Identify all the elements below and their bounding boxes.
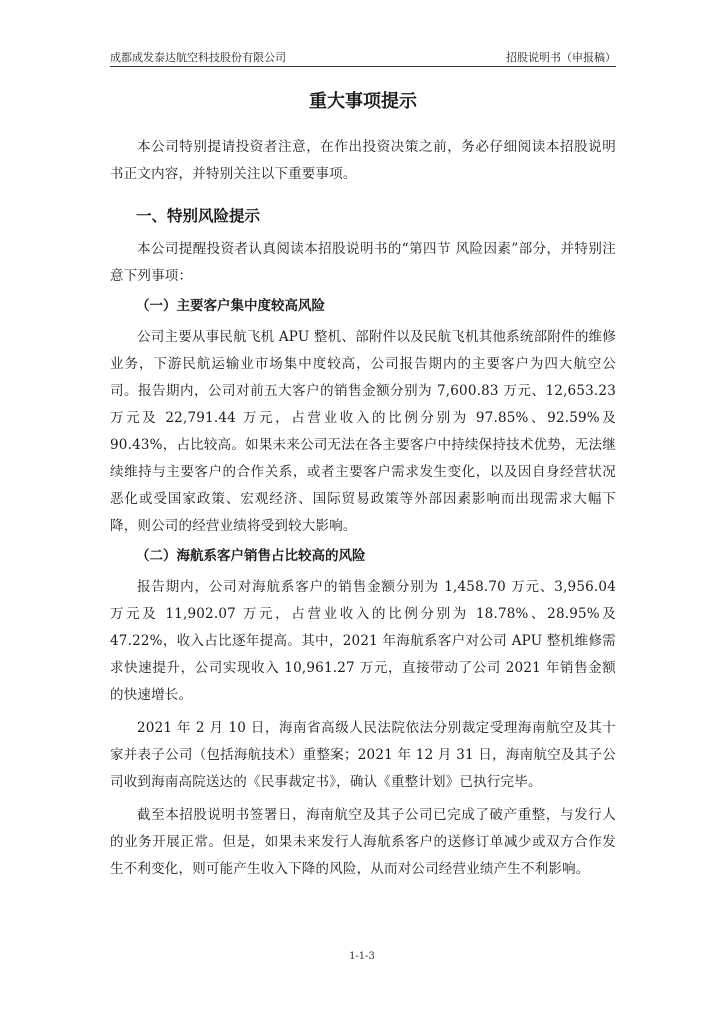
page-number: 1-1-3 [349,951,375,962]
subsection-heading-hna-customers: （二）海航系客户销售占比较高的风险 [136,548,366,564]
header-company-name: 成都成发泰达航空科技股份有限公司 [110,51,286,64]
section-intro-paragraph: 本公司提醒投资者认真阅读本招股说明书的“第四节 风险因素”部分，并特别注意下列事项： [110,241,616,284]
page-title: 重大事项提示 [309,91,417,112]
page-header [110,50,616,67]
header-document-type: 招股说明书（申报稿） [506,51,616,64]
subsection-heading-customer-concentration: （一）主要客户集中度较高风险 [136,298,325,314]
customer-concentration-paragraph: 公司主要从事民航飞机 APU 整机、部附件以及民航飞机其他系统部附件的维修业务，下游民航运输业市场集中度较高，公司报告期内的主要客户为四大航空公司。报告期内，公司对前五大客户的销售金额分别为 7,600.83 万元、12,653.23 万元及 22,791.44 万元，占营业收入的比例分别为 97.85%、92.59%及 90.43%，占比较高。如果未来公司无法在各主要客户中持续保持技术优势，无法继续维持与主要客户的合作关系，或者主要客户需求发生变化，以及因自身经营状况恶化或受国家政策、宏观经济、国际贸易政策等外部因素影响而出现需求大幅下降，则公司的经营业绩将受到较大影响。 [110,329,616,534]
section-heading-special-risk: 一、特别风险提示 [136,207,261,225]
intro-paragraph: 本公司特别提请投资者注意，在作出投资决策之前，务必仔细阅读本招股说明书正文内容，并特别关注以下重要事项。 [110,139,616,182]
spacer [110,188,616,196]
hna-sales-paragraph: 报告期内，公司对海航系客户的销售金额分别为 1,458.70 万元、3,956.04 万元及 11,902.07 万元，占营业收入的比例分别为 18.78%、28.95%及 47.22%，收入占比逐年提高。其中，2021 年海航系客户对公司 APU 整机维修需求快速提升，公司实现收入 10,961.27 万元，直接带动了公司 2021 年销售金额的快速增长。 [110,579,616,703]
document-body [110,88,616,883]
hna-restructuring-paragraph: 2021 年 2 月 10 日，海南省高级人民法院依法分别裁定受理海南航空及其十家并表子公司（包括海航技术）重整案；2021 年 12 月 31 日，海南航空及其子公司收到海南高院送达的《民事裁定书》，确认《重整计划》已执行完毕。 [110,720,616,790]
hna-risk-paragraph: 截至本招股说明书签署日，海南航空及其子公司已完成了破产重整，与发行人的业务开展正常。但是，如果未来发行人海航系客户的送修订单减少或双方合作发生不利变化，则可能产生收入下降的风险，从而对公司经营业绩产生不利影响。 [110,807,616,877]
